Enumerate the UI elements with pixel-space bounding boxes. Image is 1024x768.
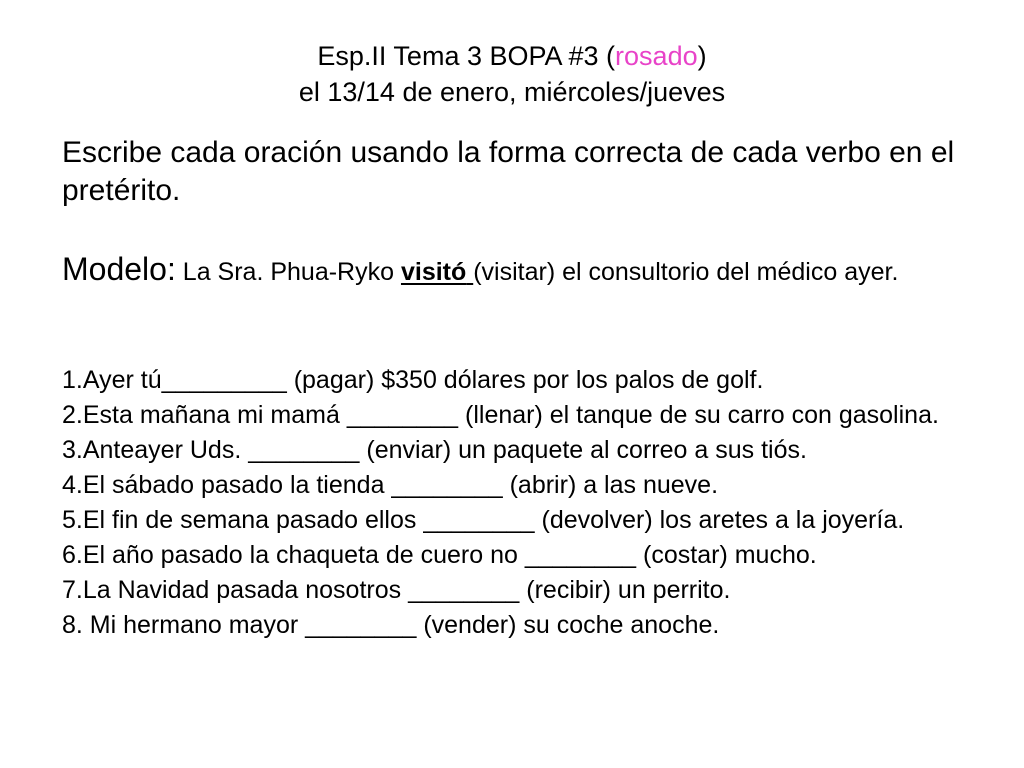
item-after: (devolver) los aretes a la joyería. [534,506,905,534]
item-before: 2.Esta mañana mi mamá [62,401,347,429]
item-after: (vender) su coche anoche. [416,611,720,639]
answer-blank: ________ [423,506,535,534]
exercise-item [62,573,982,608]
answer-blank: ________ [346,401,459,429]
item-after: (costar) mucho. [636,541,817,569]
modelo-example [62,252,982,290]
item-after: (pagar) $350 dólares por los palos de golf. [286,366,764,394]
item-before: 5.El fin de semana pasado ellos [62,506,424,534]
title-line-2: el 13/14 de enero, miércoles/jueves [298,77,726,107]
item-before: 1.Ayer tú [62,366,162,394]
exercise-item [62,398,982,433]
title-line-1 [0,38,1024,74]
exercise-list [62,363,982,643]
item-after: (llenar) el tanque de su carro con gasolina. [458,401,939,429]
item-after: (recibir) un perrito. [519,576,731,604]
exercise-item [62,503,982,538]
modelo-answer: visitó [400,258,467,286]
item-before: 4.El sábado pasado la tienda [62,471,392,499]
exercise-item [62,468,982,503]
item-after: (abrir) a las nueve. [502,471,719,499]
item-before: 8. Mi hermano mayor [62,611,306,639]
answer-blank: _________ [161,366,287,394]
answer-blank: ________ [391,471,503,499]
title-color-word: rosado [615,41,698,71]
exercise-item [62,608,982,643]
item-before: 3.Anteayer Uds. [62,436,249,464]
slide-title [0,38,1024,110]
answer-blank: ________ [248,436,360,464]
item-after: (enviar) un paquete al correo a sus tiós. [359,436,807,464]
modelo-label: Modelo: [62,251,176,287]
modelo-after: (visitar) el consultorio del médico ayer. [473,258,899,286]
exercise-item [62,433,982,468]
instructions-text: Escribe cada oración usando la forma correcta de cada verbo en el pretérito. [62,136,955,207]
modelo-before: La Sra. Phua-Ryko [175,258,401,286]
answer-blank: ________ [524,541,637,569]
title-suffix: ) [697,41,707,71]
answer-blank: ________ [305,611,417,639]
title-prefix: Esp.II Tema 3 BOPA #3 ( [317,41,616,71]
exercise-item [62,363,982,398]
answer-blank: ________ [408,576,520,604]
item-before: 6.El año pasado la chaqueta de cuero no [62,541,525,569]
item-before: 7.La Navidad pasada nosotros [62,576,409,604]
modelo-answer-underlined [401,258,473,286]
exercise-item [62,538,982,573]
